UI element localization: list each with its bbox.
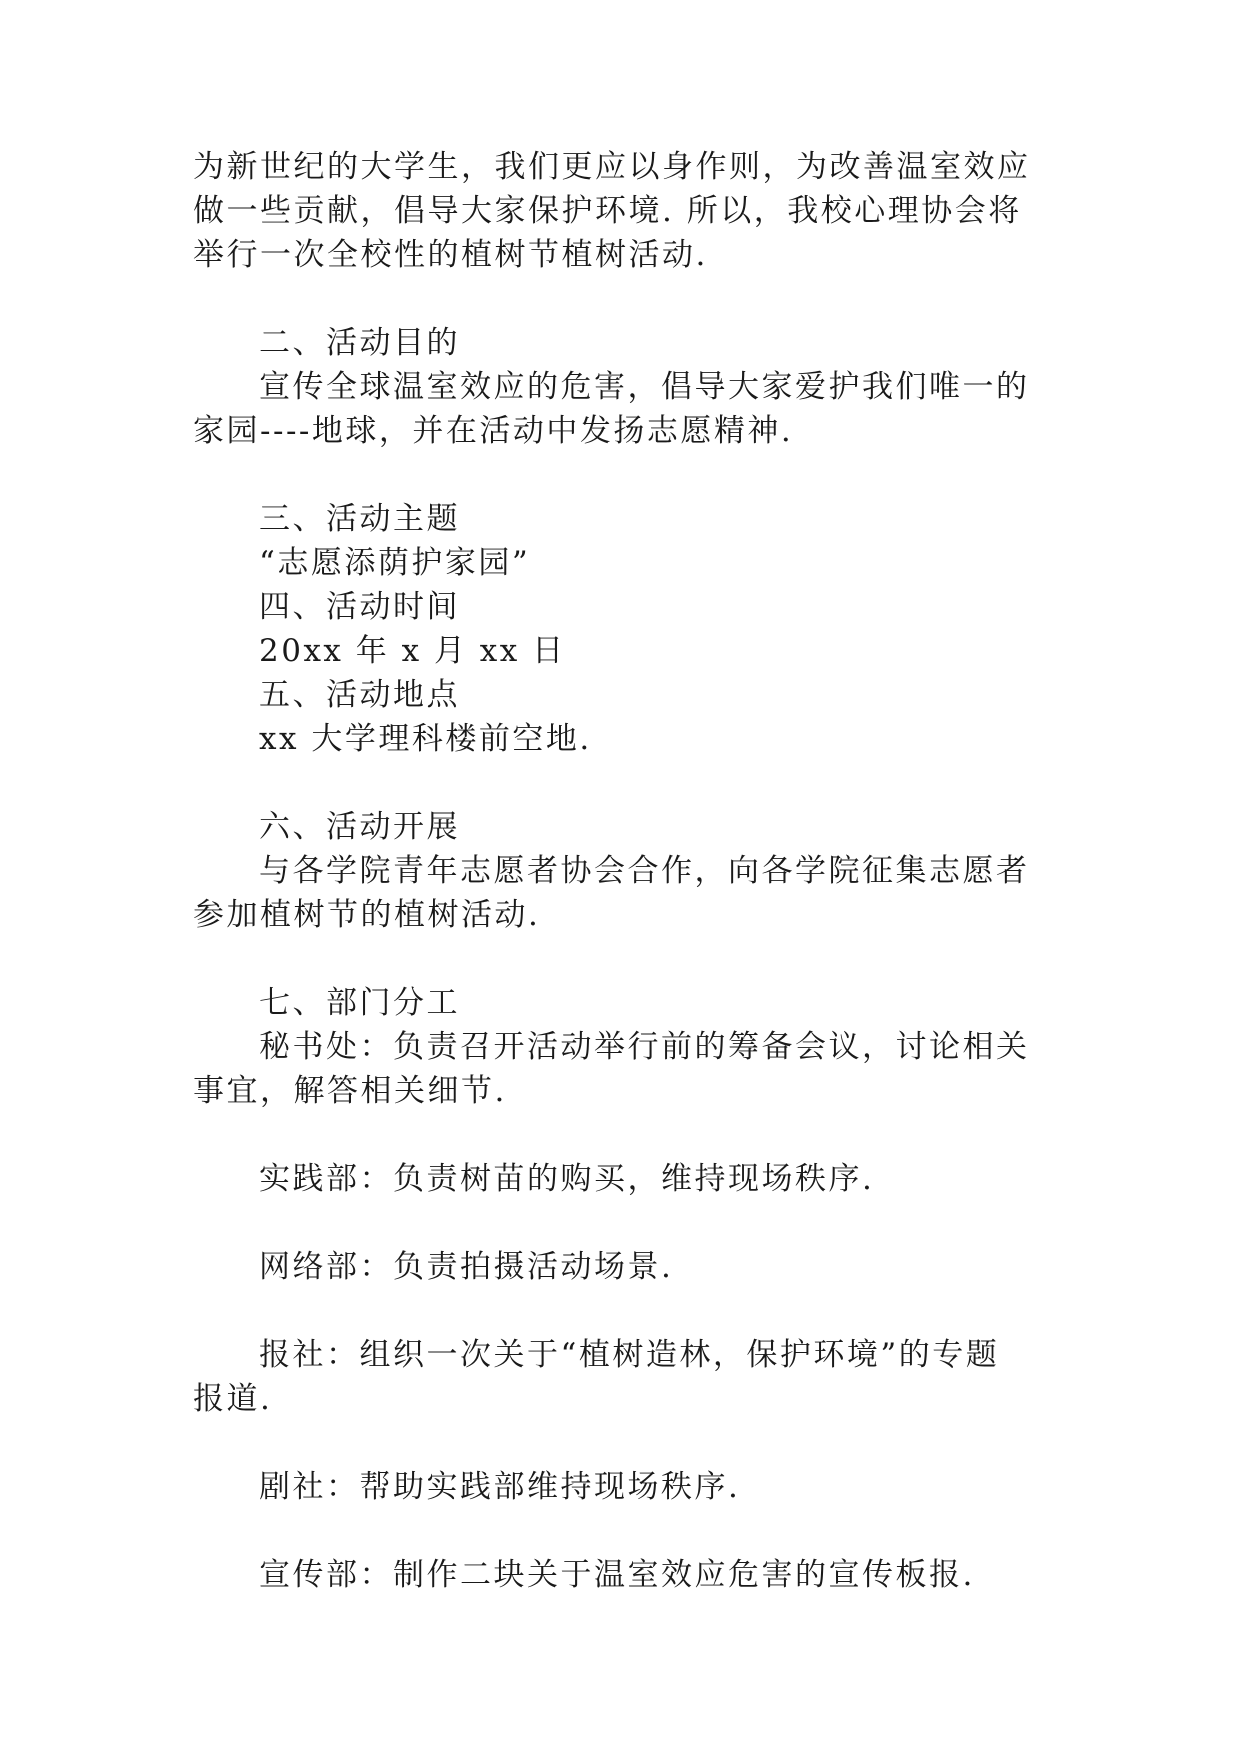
network-dept-line: 网络部：负责拍摄活动场景. [259,1249,674,1285]
purpose-line-2: 家园----地球，并在活动中发扬志愿精神. [193,413,794,449]
location-value: xx 大学理科楼前空地. [259,721,592,757]
newspaper-line-2: 报道. [193,1381,273,1417]
newspaper-line-1: 报社：组织一次关于“植树造林，保护环境”的专题 [259,1337,1000,1373]
intro-line-2: 做一些贡献，倡导大家保护环境. 所以，我校心理协会将 [193,193,1022,229]
purpose-line-1: 宣传全球温室效应的危害，倡导大家爱护我们唯一的 [259,369,1030,405]
development-line-1: 与各学院青年志愿者协会合作，向各学院征集志愿者 [259,853,1030,889]
time-value: 20xx 年 x 月 xx 日 [259,633,566,669]
paragraph-gap [193,1289,1033,1333]
paragraph-gap [193,453,1033,497]
intro-line-1: 为新世纪的大学生，我们更应以身作则，为改善温室效应 [193,149,1031,185]
practice-dept-line: 实践部：负责树苗的购买，维持现场秩序. [259,1161,875,1197]
secretariat-line-1: 秘书处：负责召开活动举行前的筹备会议，讨论相关 [259,1029,1030,1065]
paragraph-gap [193,1201,1033,1245]
paragraph-gap [193,1509,1033,1553]
paragraph-gap [193,1113,1033,1157]
secretariat-line-2: 事宜，解答相关细节. [193,1073,507,1109]
section-heading-purpose: 二、活动目的 [259,325,460,361]
document-body [193,145,1033,1597]
paragraph-gap [193,277,1033,321]
development-line-2: 参加植树节的植树活动. [193,897,541,933]
paragraph-gap [193,761,1033,805]
intro-line-3: 举行一次全校性的植树节植树活动. [193,237,708,273]
section-heading-division: 七、部门分工 [259,985,460,1021]
section-heading-theme: 三、活动主题 [259,501,460,537]
section-heading-time: 四、活动时间 [259,589,460,625]
theme-value: “志愿添荫护家园” [259,545,531,581]
section-heading-development: 六、活动开展 [259,809,460,845]
drama-club-line: 剧社：帮助实践部维持现场秩序. [259,1469,741,1505]
paragraph-gap [193,1421,1033,1465]
publicity-dept-line: 宣传部：制作二块关于温室效应危害的宣传板报. [259,1557,975,1593]
section-heading-location: 五、活动地点 [259,677,460,713]
paragraph-gap [193,937,1033,981]
